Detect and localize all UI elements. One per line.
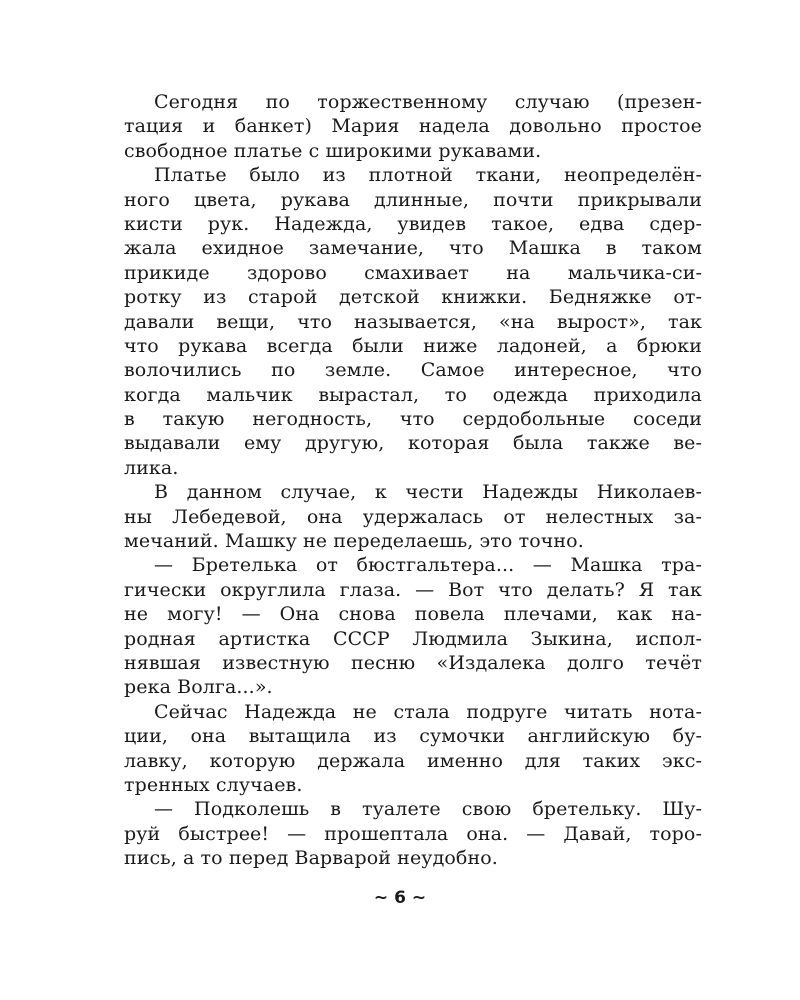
text-line: ного цвета, рукава длинные, почти прикрывали xyxy=(124,188,702,211)
text-line: лавку, которую держала именно для таких экс- xyxy=(124,749,702,772)
text-line: лика. xyxy=(124,456,179,479)
text-line: река Волга...». xyxy=(124,676,273,699)
text-line: не могу! — Она снова повела плечами, как на- xyxy=(124,603,702,626)
text-line: Платье было из плотной ткани, неопределён- xyxy=(154,164,702,187)
text-line: волочились по земле. Самое интересное, что xyxy=(124,359,702,382)
page-number: ~ 6 ~ xyxy=(373,888,427,908)
text-line: прикиде здорово смахивает на мальчика-си- xyxy=(124,261,702,284)
text-line: тация и банкет) Мария надела довольно простое xyxy=(124,115,702,138)
text-line: жала ехидное замечание, что Машка в таком xyxy=(124,237,702,260)
book-page-text xyxy=(124,90,702,871)
text-line: нявшая известную песню «Издалека долго течёт xyxy=(124,651,702,674)
text-line: гически округлила глаза. — Вот что делать? Я так xyxy=(124,578,702,601)
text-line: Сегодня по торжественному случаю (презен- xyxy=(154,91,702,113)
text-line: в такую негодность, что сердобольные соседи xyxy=(124,408,702,431)
text-line: пись, а то перед Варварой неудобно. xyxy=(124,847,498,870)
text-line: свободное платье с широкими рукавами. xyxy=(124,139,542,162)
text-line: — Подколешь в туалете свою бретельку. Шу- xyxy=(154,798,702,821)
text-line: мечаний. Машку не переделаешь, это точно. xyxy=(124,530,584,553)
text-line: В данном случае, к чести Надежды Николаев- xyxy=(154,481,702,504)
text-line: когда мальчик вырастал, то одежда приходила xyxy=(124,383,702,406)
text-line: ротку из старой детской книжки. Бедняжке от- xyxy=(124,286,702,309)
text-line: выдавали ему другую, которая была также ве- xyxy=(124,432,702,455)
text-line: ны Лебедевой, она удержалась от нелестных за- xyxy=(124,505,702,528)
text-line: кисти рук. Надежда, увидев такое, едва сдер- xyxy=(124,212,702,235)
text-line: ции, она вытащила из сумочки английскую бу- xyxy=(124,725,702,748)
text-line: — Бретелька от бюстгальтера... — Машка тра- xyxy=(154,554,702,577)
text-line: родная артистка СССР Людмила Зыкина, испол- xyxy=(124,627,702,650)
text-line: тренных случаев. xyxy=(124,773,303,796)
text-line: руй быстрее! — прошептала она. — Давай, торо- xyxy=(124,822,702,845)
text-line: что рукава всегда были ниже ладоней, а брюки xyxy=(124,334,702,357)
text-line: давали вещи, что называется, «на вырост», так xyxy=(124,310,702,333)
text-line: Сейчас Надежда не стала подруге читать нота- xyxy=(154,700,702,723)
